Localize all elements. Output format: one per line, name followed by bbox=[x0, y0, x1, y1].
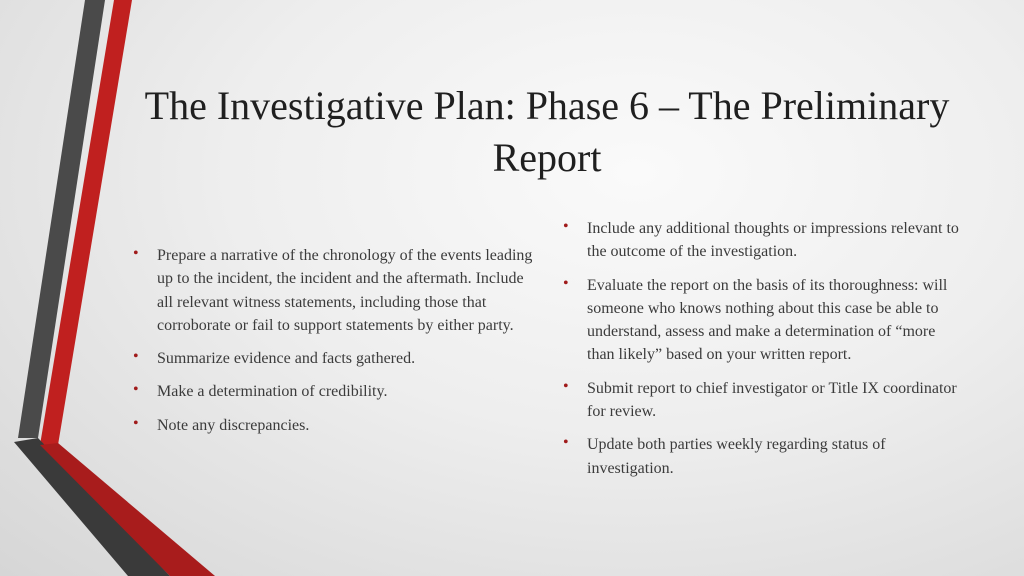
slide-title bbox=[110, 80, 984, 184]
list-item bbox=[563, 433, 963, 480]
bullet-text: Make a determination of credibility. bbox=[157, 383, 388, 401]
bullet-text: Submit report to chief investigator or Title IX coordinator for review. bbox=[587, 379, 957, 421]
list-item bbox=[563, 217, 963, 264]
bullet-text: Note any discrepancies. bbox=[157, 416, 310, 434]
bullet-text: Prepare a narrative of the chronology of the events leading up to the incident, the incident and the aftermath. Include all relevant witness statements, including those that corroborate or fail to support statements by either party. bbox=[157, 247, 533, 334]
list-item bbox=[133, 347, 533, 370]
title-line-1: The Investigative Plan: Phase 6 – The Preliminary bbox=[144, 83, 950, 128]
list-item bbox=[563, 274, 963, 367]
bullet-icon: • bbox=[133, 348, 139, 366]
gray-lower-stripe bbox=[14, 438, 170, 576]
list-item bbox=[563, 377, 963, 424]
bullet-text: Update both parties weekly regarding status of investigation. bbox=[587, 436, 886, 477]
bullet-icon: • bbox=[563, 274, 569, 292]
bullet-icon: • bbox=[133, 245, 139, 262]
bullet-icon: • bbox=[563, 377, 569, 395]
left-bullet-list bbox=[133, 244, 533, 447]
bullet-icon: • bbox=[133, 381, 139, 399]
list-item bbox=[133, 414, 533, 437]
right-bullet-list bbox=[563, 217, 963, 490]
bullet-icon: • bbox=[563, 434, 569, 452]
bullet-icon: • bbox=[133, 414, 139, 432]
title-line-2: Report bbox=[492, 135, 602, 180]
bullet-text: Summarize evidence and facts gathered. bbox=[157, 350, 416, 368]
bullet-icon: • bbox=[563, 218, 569, 235]
list-item bbox=[133, 380, 533, 403]
list-item bbox=[133, 244, 533, 337]
bullet-text: Include any additional thoughts or impressions relevant to the outcome of the investigation. bbox=[587, 220, 959, 261]
bullet-text: Evaluate the report on the basis of its thoroughness: will someone who knows nothing about this case be able to understand, assess and make a determination of “more than likely” based on your written report. bbox=[587, 276, 948, 364]
